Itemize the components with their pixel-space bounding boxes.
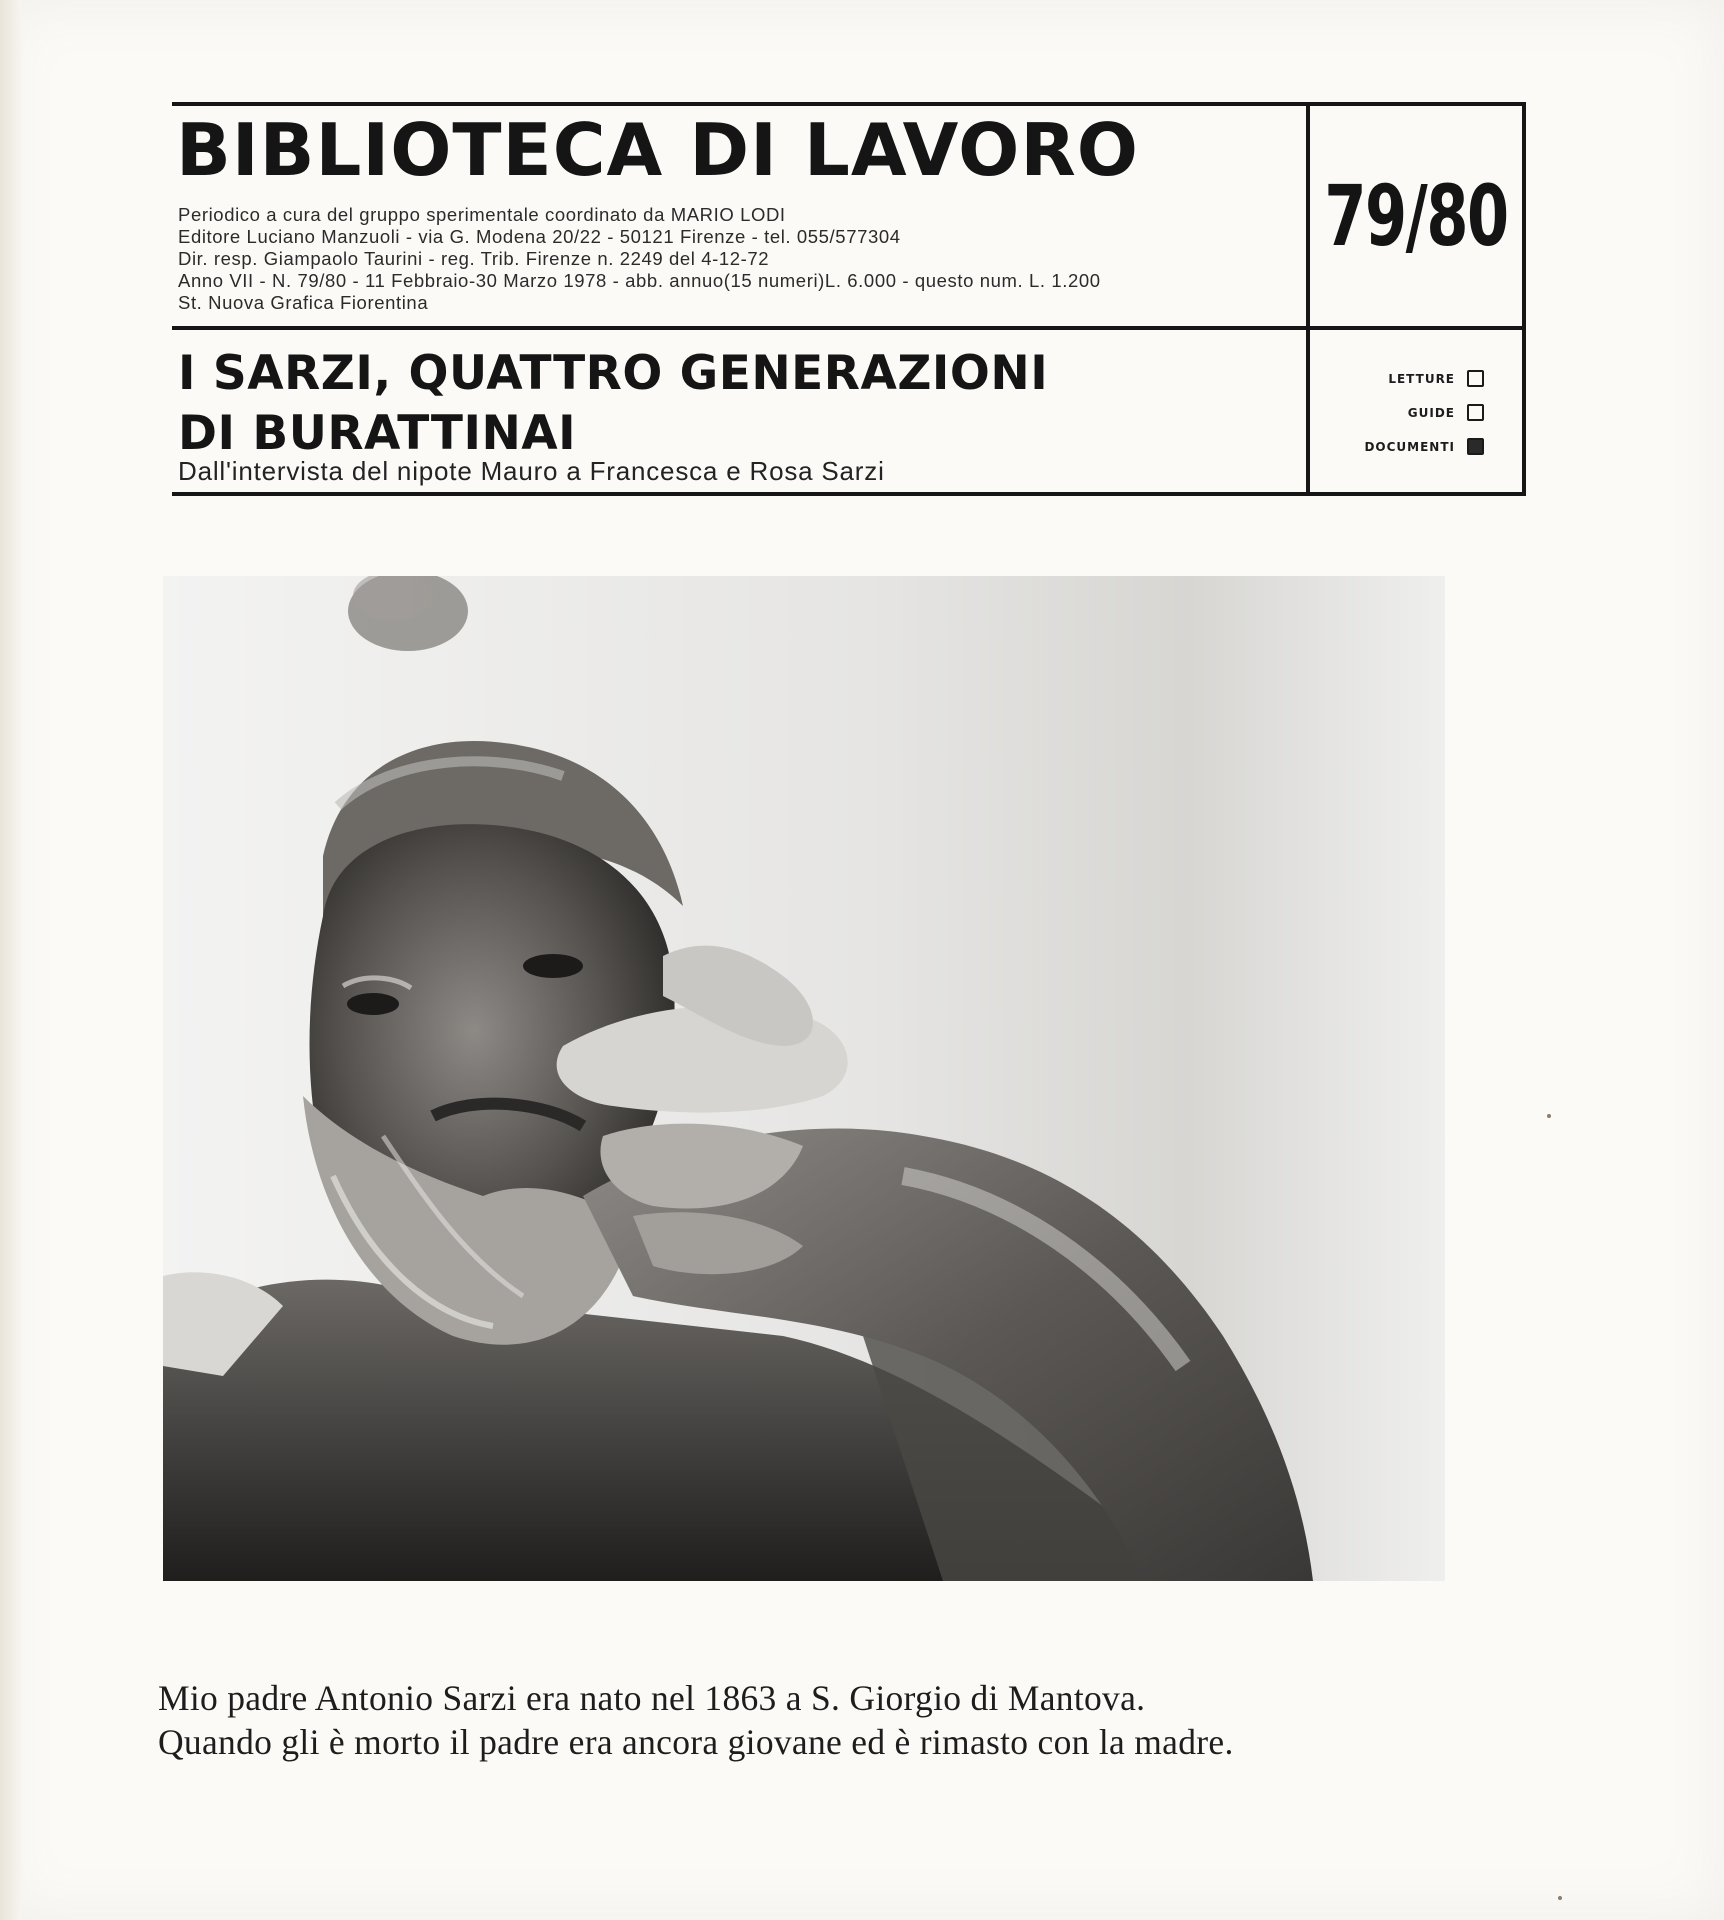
publication-info-line: Editore Luciano Manzuoli - via G. Modena 20/22 - 50121 Firenze - tel. 055/577304 <box>178 226 901 247</box>
paper-speck <box>1547 1114 1551 1118</box>
publication-info-line: Anno VII - N. 79/80 - 11 Febbraio-30 Marzo 1978 - abb. annuo(15 numeri)L. 6.000 - questo num. L. 1.200 <box>178 270 1101 291</box>
category-guide <box>1408 404 1484 421</box>
bearded-man-pointing-icon <box>163 576 1445 1581</box>
checkbox-filled-icon <box>1467 438 1484 455</box>
issue-headline-line: DI BURATTINAI <box>178 406 577 461</box>
cover-photo <box>163 576 1445 1581</box>
category-label: LETTURE <box>1388 371 1455 386</box>
magazine-title: BIBLIOTECA DI LAVORO <box>176 108 1139 192</box>
publication-info-line: Dir. resp. Giampaolo Taurini - reg. Trib. Firenze n. 2249 del 4-12-72 <box>178 248 770 269</box>
category-documenti <box>1364 438 1484 455</box>
intro-line: Quando gli è morto il padre era ancora giovane ed è rimasto con la madre. <box>158 1722 1234 1762</box>
publication-info-line: St. Nuova Grafica Fiorentina <box>178 292 429 313</box>
intro-line: Mio padre Antonio Sarzi era nato nel 1863 a S. Giorgio di Mantova. <box>158 1678 1146 1718</box>
checkbox-empty-icon <box>1467 370 1484 387</box>
issue-number: 79/80 <box>1324 167 1508 265</box>
publication-info <box>178 204 1298 314</box>
intro-paragraph <box>158 1676 1448 1764</box>
spine-edge <box>0 0 22 1920</box>
category-label: GUIDE <box>1407 405 1455 420</box>
masthead <box>172 102 1526 496</box>
category-letture <box>1388 370 1484 387</box>
paper-speck <box>1558 1896 1562 1900</box>
checkbox-empty-icon <box>1467 404 1484 421</box>
issue-subtitle: Dall'intervista del nipote Mauro a Francesca e Rosa Sarzi <box>178 456 885 486</box>
issue-headline <box>178 344 1048 464</box>
publication-info-line: Periodico a cura del gruppo sperimentale coordinato da MARIO LODI <box>178 204 786 225</box>
category-label: DOCUMENTI <box>1364 439 1455 454</box>
category-checklist <box>1310 330 1522 492</box>
issue-headline-line: I SARZI, QUATTRO GENERAZIONI <box>178 346 1049 401</box>
